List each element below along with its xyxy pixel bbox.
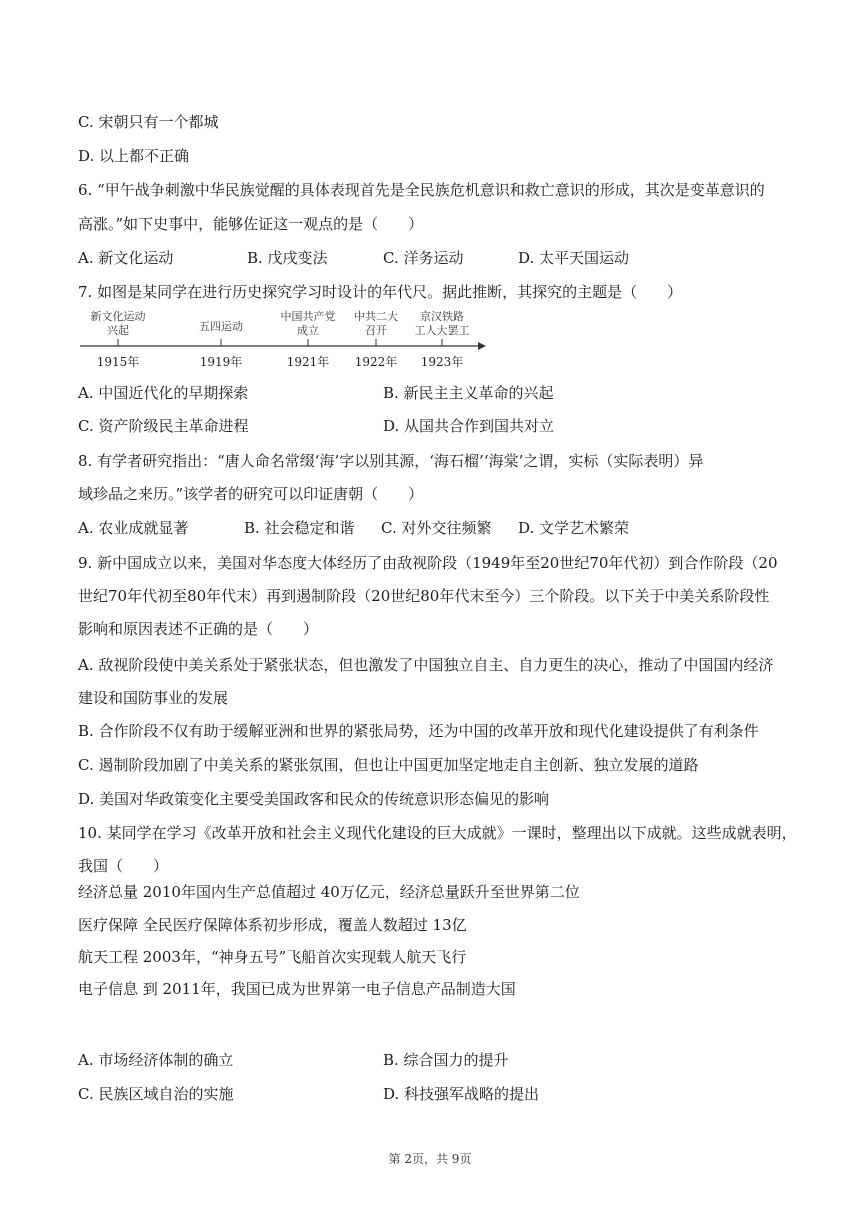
achievement-row-economy: 经济总量 2010年国内生产总值超过 40万亿元，经济总量跃升至世界第二位 (78, 883, 580, 901)
svg-text:1919年: 1919年 (199, 355, 243, 369)
question-8-option-b: B. 社会稳定和谐 (244, 519, 355, 537)
question-10-option-a: A. 市场经济体制的确立 (78, 1051, 234, 1069)
question-10-option-d: D. 科技强军战略的提出 (383, 1085, 540, 1103)
svg-text:兴起: 兴起 (107, 324, 129, 337)
question-7-option-c: C. 资产阶级民主革命进程 (78, 417, 249, 435)
timeline-event-1922 (354, 309, 398, 369)
question-9-option-c: C. 遏制阶段加剧了中美关系的紧张氛围，但也让中国更加坚定地走自主创新、独立发展的道路 (78, 756, 699, 774)
question-8-stem-1: 8. 有学者研究指出：“唐人命名常缀‘海’字以别其源，‘海石榴’‘海棠’之谓，实标（实际表明）异 (78, 452, 704, 470)
svg-text:1922年: 1922年 (354, 355, 398, 369)
question-7-option-b: B. 新民主主义革命的兴起 (383, 384, 554, 402)
question-6-stem-1: 6. “甲午战争刺激中华民族觉醒的具体表现首先是全民族危机意识和救亡意识的形成，其次是变革意识的 (78, 181, 765, 199)
svg-text:中共二大: 中共二大 (354, 310, 398, 323)
svg-text:京汉铁路: 京汉铁路 (420, 310, 464, 323)
achievement-row-medical: 医疗保障 全民医疗保障体系初步形成，覆盖人数超过 13亿 (78, 916, 467, 934)
question-8-option-c: C. 对外交往频繁 (381, 519, 492, 537)
svg-text:1915年: 1915年 (96, 355, 140, 369)
svg-text:新文化运动: 新文化运动 (90, 310, 146, 323)
question-7-stem: 7. 如图是某同学在进行历史探究学习时设计的年代尺。据此推断，其探究的主题是（ ） (78, 283, 683, 301)
question-6-option-c: C. 洋务运动 (383, 249, 464, 267)
question-9-option-d: D. 美国对华政策变化主要受美国政客和民众的传统意识形态偏见的影响 (78, 790, 550, 808)
question-9-option-b: B. 合作阶段不仅有助于缓解亚洲和世界的紧张局势，还为中国的改革开放和现代化建设提供了有利条件 (78, 722, 759, 740)
question-10-stem-2: 我国（ ） (78, 857, 169, 875)
svg-text:1921年: 1921年 (286, 355, 330, 369)
question-7-option-d: D. 从国共合作到国共对立 (383, 417, 555, 435)
question-10-option-c: C. 民族区域自治的实施 (78, 1085, 234, 1103)
achievement-row-electronics: 电子信息 到 2011年，我国已成为世界第一电子信息产品制造大国 (78, 980, 516, 998)
svg-text:成立: 成立 (297, 324, 319, 337)
timeline-figure (78, 306, 488, 372)
svg-text:工人大罢工: 工人大罢工 (414, 324, 470, 337)
question-9-stem-1: 9. 新中国成立以来，美国对华态度大体经历了由敌视阶段（1949年至20世纪70年代初）到合作阶段（20 (78, 554, 778, 572)
page-footer: 第 2页，共 9页 (388, 1152, 472, 1166)
timeline-event-1919 (199, 319, 243, 369)
timeline-event-1915 (91, 309, 146, 369)
timeline-arrow (478, 342, 486, 350)
question-10-option-b: B. 综合国力的提升 (383, 1051, 509, 1069)
question-6-option-a: A. 新文化运动 (78, 249, 174, 267)
question-8-option-d: D. 文学艺术繁荣 (518, 519, 630, 537)
svg-text:五四运动: 五四运动 (199, 320, 243, 333)
question-9-stem-3: 影响和原因表述不正确的是（ ） (78, 620, 319, 638)
question-7-option-a: A. 中国近代化的早期探索 (78, 384, 249, 402)
svg-text:召开: 召开 (365, 324, 387, 337)
line-c-song: C. 宋朝只有一个都城 (78, 113, 219, 131)
question-6-option-b: B. 戊戌变法 (247, 249, 328, 267)
line-d-none: D. 以上都不正确 (78, 147, 190, 165)
question-8-stem-2: 域珍品之来历。”该学者的研究可以印证唐朝（ ） (78, 485, 424, 503)
question-9-option-a-1: A. 敌视阶段使中美关系处于紧张状态，但也激发了中国独立自主、自力更生的决心，推动了中国国内经济 (78, 656, 774, 674)
question-6-option-d: D. 太平天国运动 (518, 249, 630, 267)
question-9-stem-2: 世纪70年代初至80年代末）再到遏制阶段（20世纪80年代末至今）三个阶段。以下关于中美关系阶段性 (78, 587, 770, 605)
svg-text:中国共产党: 中国共产党 (280, 310, 336, 323)
achievement-row-aerospace: 航天工程 2003年，“神身五号”飞船首次实现载人航天飞行 (78, 948, 467, 966)
question-9-option-a-2: 建设和国防事业的发展 (78, 689, 229, 707)
timeline-event-1923 (415, 309, 470, 369)
question-8-option-a: A. 农业成就显著 (78, 519, 189, 537)
question-10-stem-1: 10. 某同学在学习《改革开放和社会主义现代化建设的巨大成就》一课时，整理出以下成就。这些成就表明， (78, 824, 797, 842)
timeline-event-1921 (281, 309, 336, 369)
question-6-stem-2: 高涨。”如下史事中，能够佐证这一观点的是（ ） (78, 215, 424, 233)
svg-text:1923年: 1923年 (420, 355, 464, 369)
